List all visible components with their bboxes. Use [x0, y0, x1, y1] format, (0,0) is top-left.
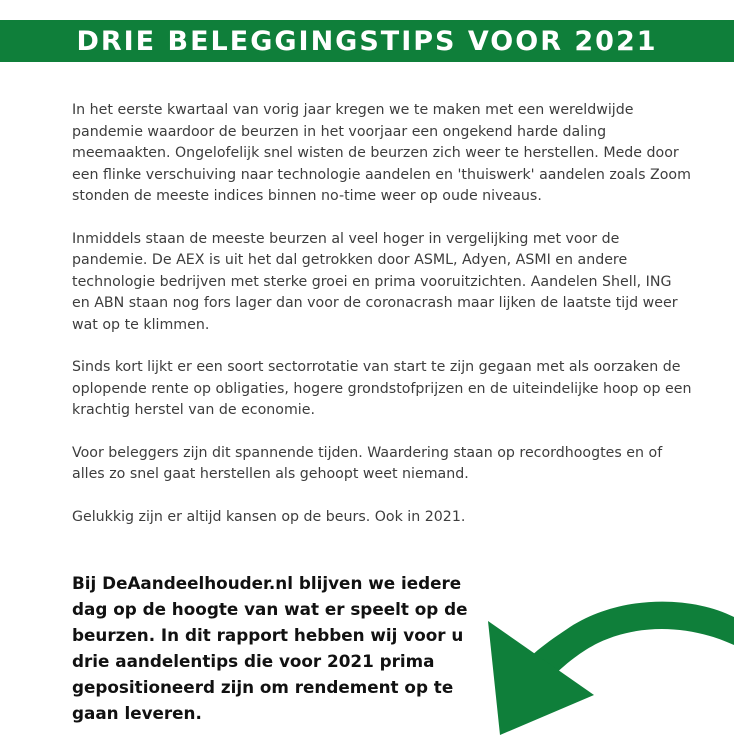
article-paragraph-2: Inmiddels staan de meeste beurzen al veel hoger in vergelijking met voor de pandemie. De AEX is uit het dal getrokken door ASML, Adyen, ASMI en andere technologie bedrijven met sterke groei en prima vooruitzichten. Aandelen Shell, ING en ABN staan nog fors lager dan voor de coronacrash maar lijken de laatste tijd weer wat op te klimmen. [72, 230, 678, 333]
arrow-shaft [528, 602, 734, 681]
page-title: DRIE BELEGGINGSTIPS VOOR 2021 [76, 26, 658, 57]
title-banner [0, 20, 734, 62]
article-paragraph-4: Voor beleggers zijn dit spannende tijden. Waardering staan op recordhoogtes en of alles zo snel gaat herstellen als gehoopt weet niemand. [72, 444, 663, 482]
curved-arrow-icon [470, 585, 734, 747]
article-paragraph-3: Sinds kort lijkt er een soort sectorrotatie van start te zijn gegaan met als oorzaken de oplopende rente op obligaties, hogere grondstofprijzen en de uiteindelijke hoop op een krachtig herstel van de economie. [72, 359, 692, 418]
article-paragraph-5: Gelukkig zijn er altijd kansen op de beurs. Ook in 2021. [72, 508, 466, 525]
article-paragraph-1: In het eerste kwartaal van vorig jaar kregen we te maken met een wereldwijde pandemie waardoor de beurzen in het voorjaar een ongekend harde daling meemaakten. Ongelofelijk snel wisten de beurzen zich weer te herstellen. Mede door een flinke verschuiving naar technologie aandelen en 'thuiswerk' aandelen zoals Zoom stonden de meeste indices binnen no-time weer op oude niveaus. [72, 102, 691, 204]
article-body [72, 100, 692, 549]
cta-text: Bij DeAandeelhouder.nl blijven we iedere dag op de hoogte van wat er speelt op de beurzen. In dit rapport hebben wij voor u drie aandelentips die voor 2021 prima gepositioneerd zijn om rendement op te gaan leveren. [72, 573, 468, 723]
